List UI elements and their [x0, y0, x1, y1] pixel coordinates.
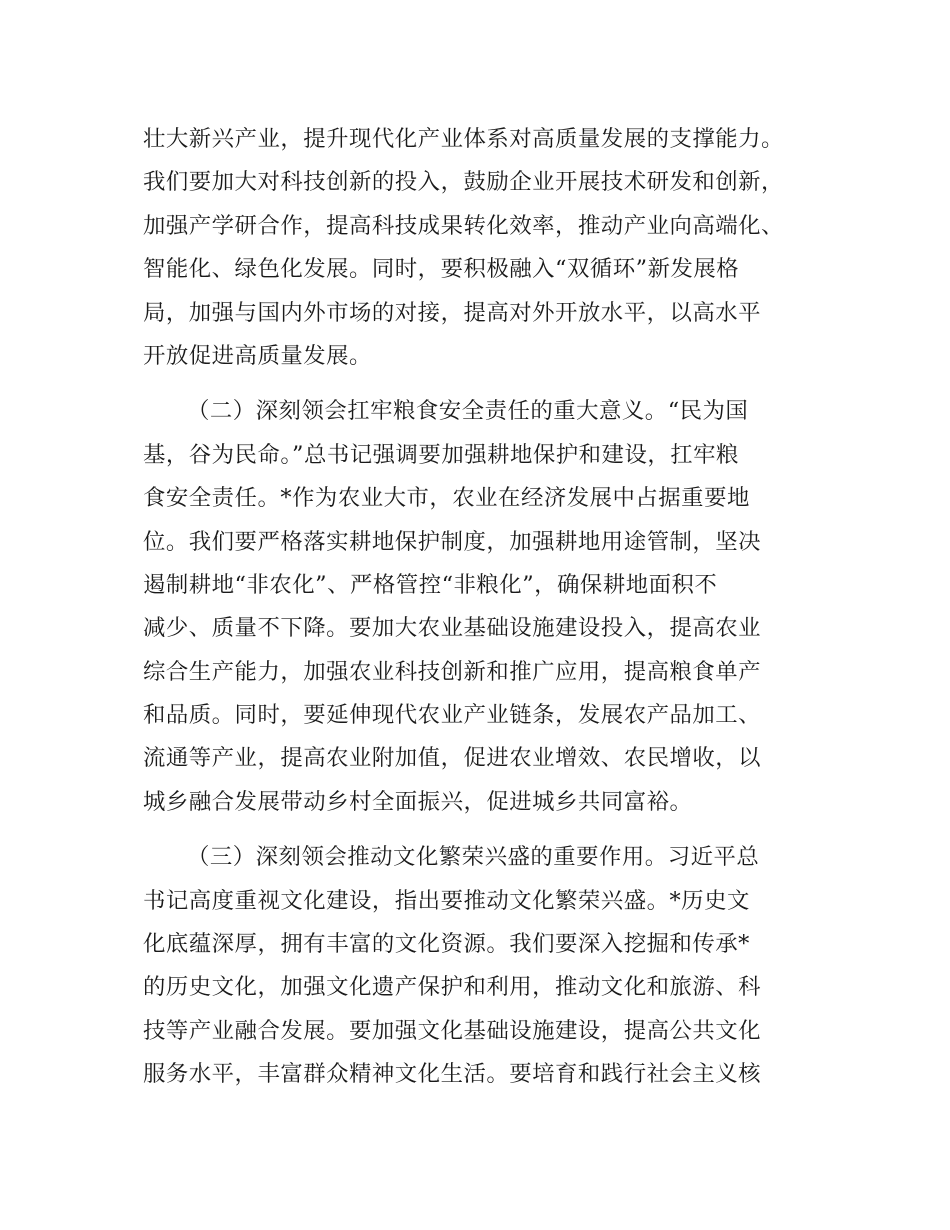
text-line: 智能化、绿色化发展。同时，要积极融入“双循环”新发展格	[143, 256, 740, 283]
text-line: 书记高度重视文化建设，指出要推动文化繁荣兴盛。*历史文	[143, 887, 750, 914]
text-line: 开放促进高质量发展。	[143, 342, 372, 369]
text-line: 和品质。同时，要延伸现代农业产业链条，发展农产品加工、	[143, 702, 762, 729]
paragraph-2	[143, 390, 823, 824]
text-line: 我们要加大对科技创新的投入，鼓励企业开展技术研发和创新，	[143, 169, 784, 196]
text-line: 化底蕴深厚，拥有丰富的文化资源。我们要深入挖掘和传承*	[143, 931, 750, 958]
body-text	[143, 118, 823, 1097]
text-line: 遏制耕地“非农化”、严格管控“非粮化”，确保耕地面积不	[143, 571, 718, 598]
text-line: （三）深刻领会推动文化繁荣兴盛的重要作用。习近平总	[187, 844, 760, 871]
text-line: 流通等产业，提高农业附加值，促进农业增效、农民增收，以	[143, 745, 762, 772]
text-line: 壮大新兴产业，提升现代化产业体系对高质量发展的支撑能力。	[143, 126, 784, 152]
text-line: 加强产学研合作，提高科技成果转化效率，推动产业向高端化、	[143, 212, 784, 239]
paragraph-3	[143, 836, 823, 1096]
text-line: 技等产业融合发展。要加强文化基础设施建设，提高公共文化	[143, 1017, 762, 1044]
text-line: 局，加强与国内外市场的对接，提高对外开放水平，以高水平	[143, 299, 762, 326]
text-line: 综合生产能力，加强农业科技创新和推广应用，提高粮食单产	[143, 658, 762, 685]
text-line: 服务水平，丰富群众精神文化生活。要培育和践行社会主义核	[143, 1061, 762, 1088]
text-line: 食安全责任。*作为农业大市，农业在经济发展中占据重要地	[143, 485, 750, 512]
text-line: 的历史文化，加强文化遗产保护和利用，推动文化和旅游、科	[143, 974, 762, 1001]
paragraph-1	[143, 118, 823, 378]
text-line: 基，谷为民命。”总书记强调要加强耕地保护和建设，扛牢粮	[143, 441, 739, 468]
text-line: 减少、质量不下降。要加大农业基础设施建设投入，提高农业	[143, 615, 762, 642]
text-line: （二）深刻领会扛牢粮食安全责任的重大意义。“民为国	[187, 398, 749, 425]
text-line: 城乡融合发展带动乡村全面振兴，促进城乡共同富裕。	[143, 788, 693, 815]
text-line: 位。我们要严格落实耕地保护制度，加强耕地用途管制，坚决	[143, 528, 762, 555]
